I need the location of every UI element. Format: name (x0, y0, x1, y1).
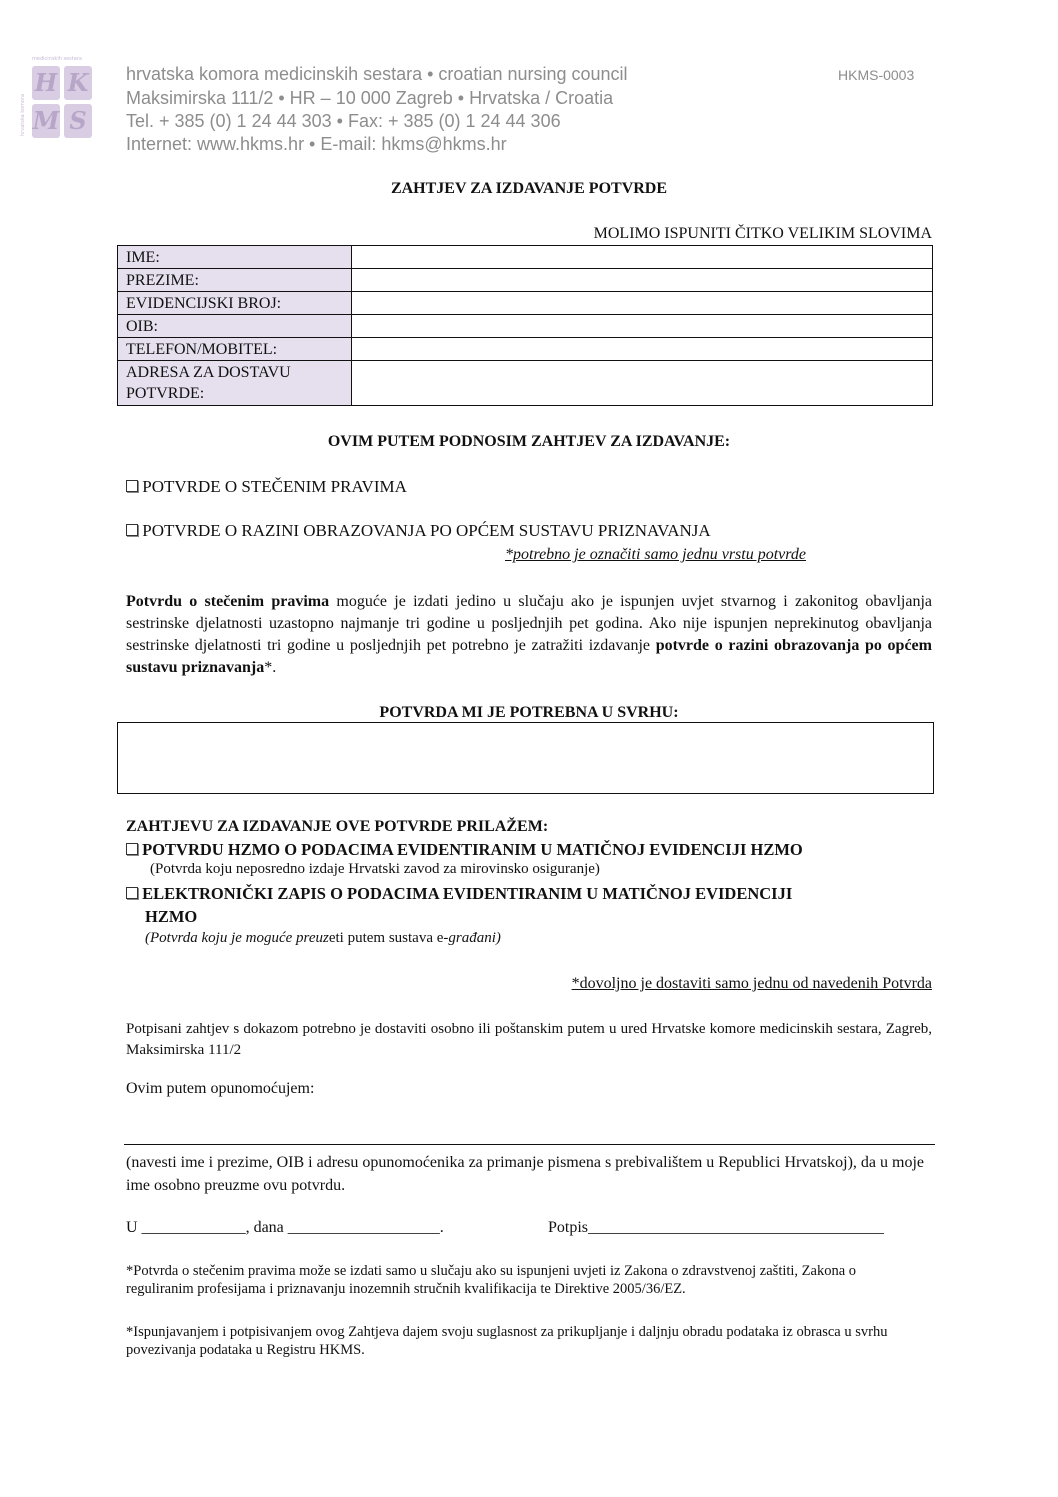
field-row-telefon (118, 338, 933, 361)
field-row-adresa (118, 361, 933, 406)
place-input[interactable]: _____________ (141, 1219, 246, 1236)
logo-letter-h: H (32, 66, 60, 100)
field-label (118, 361, 352, 406)
signature-line (548, 1219, 884, 1237)
date-label: , dana (245, 1219, 284, 1236)
adresa-input[interactable] (352, 361, 933, 406)
attachment-note-italic: građani) (448, 930, 501, 946)
field-label-line: POTVRDE: (126, 385, 205, 402)
checkbox-icon[interactable] (126, 524, 138, 536)
attachment-label-continued: HZMO (145, 907, 198, 926)
form-code: HKMS-0003 (838, 67, 915, 83)
field-label-line: ADRESA ZA DOSTAVU (126, 364, 291, 381)
attachment-hzmo-potvrda[interactable] (126, 840, 803, 860)
authorization-label: Ovim putem opunomoćujem: (126, 1080, 315, 1097)
logo-letter-k: K (64, 66, 92, 100)
attachment-note: (Potvrda koju neposredno izdaje Hrvatski zavod za mirovinsko osiguranje) (150, 861, 600, 877)
purpose-heading: POTVRDA MI JE POTREBNA U SVRHU: (379, 704, 679, 721)
field-label: IME: (118, 246, 352, 269)
logo-letter-m: M (32, 104, 60, 138)
prezime-input[interactable] (352, 269, 933, 292)
field-label: EVIDENCIJSKI BROJ: (118, 292, 352, 315)
option-stecena-prava[interactable] (126, 477, 407, 497)
attachment-note-italic: (Potvrda koju je moguće preuz (145, 930, 329, 946)
option-razina-obrazovanja[interactable] (126, 521, 711, 541)
explanation-text: *. (264, 659, 277, 676)
field-label: OIB: (118, 315, 352, 338)
attachments-heading: ZAHTJEVU ZA IZDAVANJE OVE POTVRDE PRILAŽEM: (126, 818, 549, 835)
authorization-instruction: (navesti ime i prezime, OIB i adresu opunomoćenika za primanje pismena s prebivalištem u Republici Hrvatskoj), da u moje ime osobno preuzme ovu potvrdu. (126, 1154, 924, 1194)
attachments-note: *dovoljno je dostaviti samo jednu od navedenih Potvrda (571, 975, 932, 992)
field-row-prezime (118, 269, 933, 292)
explanation-bold: Potvrdu o stečenim pravima (126, 593, 330, 610)
telefon-input[interactable] (352, 338, 933, 361)
attachment-label: ELEKTRONIČKI ZAPIS O PODACIMA EVIDENTIRANIM U MATIČNOJ EVIDENCIJI (142, 884, 793, 903)
header-organization: hrvatska komora medicinskih sestara • croatian nursing council (126, 64, 628, 84)
signature-label: Potpis (548, 1219, 589, 1236)
checkbox-icon[interactable] (126, 887, 138, 899)
request-heading: OVIM PUTEM PODNOSIM ZAHTJEV ZA IZDAVANJE: (327, 433, 731, 450)
fill-instruction: MOLIMO ISPUNITI ČITKO VELIKIM SLOVIMA (593, 225, 932, 242)
attachment-note-text: eti putem sustava e- (328, 930, 449, 946)
field-label: TELEFON/MOBITEL: (118, 338, 352, 361)
authorization-input-line[interactable] (124, 1144, 935, 1145)
page-title: ZAHTJEV ZA IZDAVANJE POTVRDE (390, 180, 668, 197)
logo-side-text: hrvatska komora (20, 93, 26, 136)
footnote-suglasnost: *Ispunjavanjem i potpisivanjem ovog Zahtjeva dajem svoju suglasnost za prikupljanje i daljnju obradu podataka iz obrasca u svrhu povezivanja podataka u Registru HKMS. (126, 1324, 888, 1358)
field-row-ime (118, 246, 933, 269)
evidencijski-broj-input[interactable] (352, 292, 933, 315)
header-address: Maksimirska 111/2 • HR – 10 000 Zagreb • Hrvatska / Croatia (126, 88, 614, 108)
purpose-input[interactable] (117, 722, 934, 794)
logo-top-text: medicinskih sestara (32, 56, 82, 62)
options-note: *potrebno je označiti samo jednu vrstu potvrde (505, 546, 806, 563)
explanation-text: moguće je izdati jedino u slučaju ako je ispunjen uvjet stvarnog i zakonitog obavljanja sestrinske djelatnosti uzastopno najmanje tri godine u posljednjih pet godina. Ako nije ispunjen neprekinutog obavljanja sestrinske djelatnosti tri godine u posljednjih pet potrebno je zatražiti izdavanje (126, 593, 933, 654)
explanation-bold: potvrde o razini obrazovanja po općem sustavu priznavanja (126, 637, 932, 676)
explanation-paragraph (126, 591, 932, 679)
personal-data-table (117, 245, 933, 406)
field-label: PREZIME: (118, 269, 352, 292)
ime-input[interactable] (352, 246, 933, 269)
option-label: POTVRDE O STEČENIM PRAVIMA (142, 477, 407, 496)
checkbox-icon[interactable] (126, 480, 138, 492)
oib-input[interactable] (352, 315, 933, 338)
attachment-label: POTVRDU HZMO O PODACIMA EVIDENTIRANIM U MATIČNOJ EVIDENCIJI HZMO (142, 840, 803, 859)
signature-input[interactable]: _____________________________________ (588, 1219, 885, 1236)
checkbox-icon[interactable] (126, 843, 138, 855)
logo-letter-s: S (64, 104, 92, 138)
hkms-logo (20, 56, 118, 142)
option-label: POTVRDE O RAZINI OBRAZOVANJA PO OPĆEM SUSTAVU PRIZNAVANJA (142, 521, 711, 540)
field-row-evidencijski-broj (118, 292, 933, 315)
place-label: U (126, 1219, 138, 1236)
date-input[interactable]: ___________________. (287, 1219, 444, 1236)
header-phone: Tel. + 385 (0) 1 24 44 303 • Fax: + 385 (0) 1 24 44 306 (126, 111, 561, 131)
footnote-stecena-prava: *Potvrda o stečenim pravima može se izdati samo u slučaju ako su ispunjeni uvjeti iz Zakona o zdravstvenoj zaštiti, Zakona o reguliranim profesijama i priznavanju inozemnih stručnih kvalifikacija te Direktive 2005/36/EZ. (126, 1263, 857, 1297)
attachment-note (145, 930, 501, 947)
header-web: Internet: www.hkms.hr • E-mail: hkms@hkms.hr (126, 134, 507, 154)
submission-instructions: Potpisani zahtjev s dokazom potrebno je dostaviti osobno ili poštanskim putem u ured Hrvatske komore medicinskih sestara, Zagreb, Maksimirska 111/2 (126, 1021, 932, 1058)
attachment-elektronicki-zapis[interactable] (126, 884, 792, 904)
place-date-line (126, 1219, 444, 1237)
field-row-oib (118, 315, 933, 338)
